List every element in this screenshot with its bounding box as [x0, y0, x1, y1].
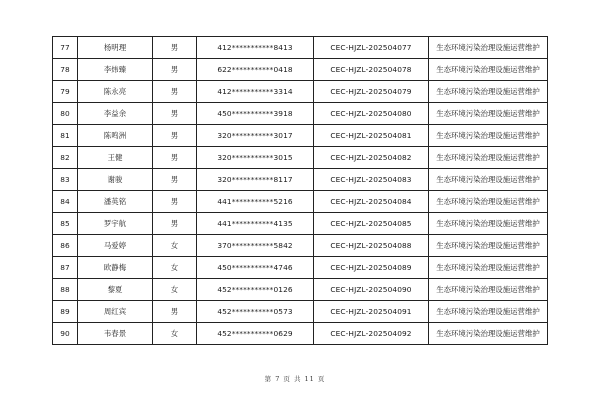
gender-cell: 男	[153, 125, 197, 147]
row-number-cell: 83	[53, 169, 78, 191]
table-row	[53, 323, 548, 345]
id-number-cell: 452***********0126	[197, 279, 314, 301]
project-cell: 生态环境污染治理设施运营维护	[429, 59, 548, 81]
project-cell: 生态环境污染治理设施运营维护	[429, 213, 548, 235]
gender-cell: 男	[153, 191, 197, 213]
row-number-cell: 78	[53, 59, 78, 81]
table-row	[53, 257, 548, 279]
name-cell: 王健	[78, 147, 153, 169]
certificate-number-cell: CEC-HJZL-202504089	[314, 257, 429, 279]
table-row	[53, 279, 548, 301]
table-row	[53, 169, 548, 191]
name-cell: 周红宾	[78, 301, 153, 323]
gender-cell: 女	[153, 279, 197, 301]
id-number-cell: 450***********4746	[197, 257, 314, 279]
row-number-cell: 81	[53, 125, 78, 147]
gender-cell: 女	[153, 323, 197, 345]
project-cell: 生态环境污染治理设施运营维护	[429, 235, 548, 257]
project-cell: 生态环境污染治理设施运营维护	[429, 147, 548, 169]
row-number-cell: 89	[53, 301, 78, 323]
name-cell: 韦春景	[78, 323, 153, 345]
id-number-cell: 412***********3314	[197, 81, 314, 103]
id-number-cell: 450***********3918	[197, 103, 314, 125]
project-cell: 生态环境污染治理设施运营维护	[429, 81, 548, 103]
row-number-cell: 87	[53, 257, 78, 279]
certificate-number-cell: CEC-HJZL-202504078	[314, 59, 429, 81]
name-cell: 谢骏	[78, 169, 153, 191]
name-cell: 李益余	[78, 103, 153, 125]
name-cell: 陈鸣洲	[78, 125, 153, 147]
gender-cell: 男	[153, 213, 197, 235]
name-cell: 马爱婷	[78, 235, 153, 257]
project-cell: 生态环境污染治理设施运营维护	[429, 37, 548, 59]
row-number-cell: 82	[53, 147, 78, 169]
certificate-number-cell: CEC-HJZL-202504091	[314, 301, 429, 323]
table-row	[53, 301, 548, 323]
project-cell: 生态环境污染治理设施运营维护	[429, 169, 548, 191]
gender-cell: 女	[153, 257, 197, 279]
row-number-cell: 77	[53, 37, 78, 59]
name-cell: 欧静梅	[78, 257, 153, 279]
table-row	[53, 59, 548, 81]
id-number-cell: 622***********0418	[197, 59, 314, 81]
table-row	[53, 191, 548, 213]
table-row	[53, 103, 548, 125]
id-number-cell: 370***********5842	[197, 235, 314, 257]
gender-cell: 男	[153, 301, 197, 323]
row-number-cell: 88	[53, 279, 78, 301]
certificate-number-cell: CEC-HJZL-202504077	[314, 37, 429, 59]
project-cell: 生态环境污染治理设施运营维护	[429, 125, 548, 147]
row-number-cell: 90	[53, 323, 78, 345]
name-cell: 杨明理	[78, 37, 153, 59]
name-cell: 李炜臻	[78, 59, 153, 81]
row-number-cell: 80	[53, 103, 78, 125]
id-number-cell: 441***********5216	[197, 191, 314, 213]
row-number-cell: 84	[53, 191, 78, 213]
table-row	[53, 81, 548, 103]
certificate-number-cell: CEC-HJZL-202504080	[314, 103, 429, 125]
project-cell: 生态环境污染治理设施运营维护	[429, 323, 548, 345]
certificate-number-cell: CEC-HJZL-202504090	[314, 279, 429, 301]
gender-cell: 男	[153, 169, 197, 191]
project-cell: 生态环境污染治理设施运营维护	[429, 103, 548, 125]
name-cell: 黎夏	[78, 279, 153, 301]
page-number-footer: 第 7 页 共 11 页	[264, 375, 326, 383]
project-cell: 生态环境污染治理设施运营维护	[429, 279, 548, 301]
table-row	[53, 125, 548, 147]
id-number-cell: 320***********8117	[197, 169, 314, 191]
project-cell: 生态环境污染治理设施运营维护	[429, 301, 548, 323]
table-row	[53, 147, 548, 169]
id-number-cell: 452***********0573	[197, 301, 314, 323]
row-number-cell: 86	[53, 235, 78, 257]
id-number-cell: 452***********0629	[197, 323, 314, 345]
roster-table	[52, 36, 548, 345]
row-number-cell: 79	[53, 81, 78, 103]
row-number-cell: 85	[53, 213, 78, 235]
project-cell: 生态环境污染治理设施运营维护	[429, 257, 548, 279]
certificate-number-cell: CEC-HJZL-202504085	[314, 213, 429, 235]
certificate-number-cell: CEC-HJZL-202504083	[314, 169, 429, 191]
table-row	[53, 235, 548, 257]
table-row	[53, 213, 548, 235]
certificate-number-cell: CEC-HJZL-202504082	[314, 147, 429, 169]
id-number-cell: 441***********4135	[197, 213, 314, 235]
gender-cell: 男	[153, 59, 197, 81]
name-cell: 罗宇航	[78, 213, 153, 235]
gender-cell: 男	[153, 37, 197, 59]
id-number-cell: 320***********3015	[197, 147, 314, 169]
gender-cell: 男	[153, 81, 197, 103]
roster-table-body	[53, 37, 548, 345]
certificate-number-cell: CEC-HJZL-202504088	[314, 235, 429, 257]
id-number-cell: 412***********8413	[197, 37, 314, 59]
gender-cell: 男	[153, 147, 197, 169]
gender-cell: 女	[153, 235, 197, 257]
certificate-number-cell: CEC-HJZL-202504084	[314, 191, 429, 213]
gender-cell: 男	[153, 103, 197, 125]
certificate-number-cell: CEC-HJZL-202504079	[314, 81, 429, 103]
project-cell: 生态环境污染治理设施运营维护	[429, 191, 548, 213]
id-number-cell: 320***********3017	[197, 125, 314, 147]
certificate-number-cell: CEC-HJZL-202504081	[314, 125, 429, 147]
certificate-number-cell: CEC-HJZL-202504092	[314, 323, 429, 345]
name-cell: 陈永亮	[78, 81, 153, 103]
name-cell: 潘英铭	[78, 191, 153, 213]
table-row	[53, 37, 548, 59]
